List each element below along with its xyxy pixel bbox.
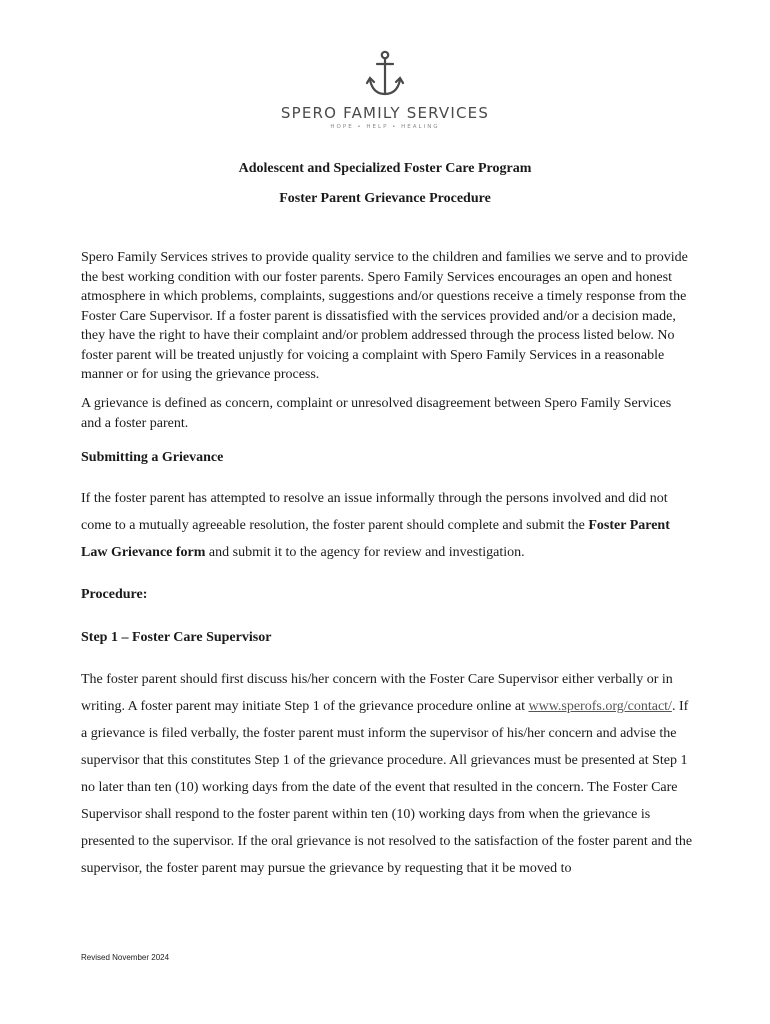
contact-link[interactable]: www.sperofs.org/contact/ [528, 699, 672, 714]
step1-text: The foster parent should first discuss his/her concern with the Foster Care Supervisor either verbally or in writing. A foster parent may initiate Step 1 of the grievance procedure online at [81, 672, 673, 714]
procedure-heading: Procedure: [81, 587, 148, 602]
intro-paragraph-1: Spero Family Services strives to provide quality service to the children and families we serve and to provide the best working condition with our foster parents. Spero Family Services encourages an open and honest atmosphere in which problems, complaints, suggestions and/or questions receive a timely response from the Foster Care Supervisor. If a foster parent is dissatisfied with the services provided and/or a decision made, they have the right to have their complaint and/or problem addressed through the process listed below. No foster parent will be treated unjustly for voicing a complaint with Spero Family Services in a reasonable manner or for using the grievance process. [81, 250, 688, 382]
step1-heading: Step 1 – Foster Care Supervisor [81, 630, 272, 645]
submitting-heading: Submitting a Grievance [81, 450, 224, 465]
submitting-text-after: and submit it to the agency for review and investigation. [205, 545, 525, 560]
logo-name: SPERO FAMILY SERVICES [280, 104, 490, 122]
submitting-text: If the foster parent has attempted to resolve an issue informally through the persons involved and did not come to a mutually agreeable resolution, the foster parent should complete and submit the [81, 491, 668, 533]
step1-paragraph [81, 666, 693, 882]
anchor-icon [365, 50, 405, 100]
procedure-title: Foster Parent Grievance Procedure [279, 191, 491, 206]
logo [0, 50, 770, 130]
program-title: Adolescent and Specialized Foster Care Program [238, 161, 532, 176]
intro-paragraph-2: A grievance is defined as concern, complaint or unresolved disagreement between Spero Family Services and a foster parent. [81, 396, 672, 431]
grievance-form-name: Foster Parent Law Grievance form [81, 518, 670, 560]
logo-tagline: HOPE • HELP • HEALING [330, 124, 440, 130]
step1-text-after: . If a grievance is filed verbally, the foster parent must inform the supervisor of his/her concern and advise the supervisor that this constitutes Step 1 of the grievance procedure. All grievances must be presented at Step 1 no later than ten (10) working days from the date of the event that resulted in the concern. The Foster Care Supervisor shall respond to the foster parent within ten (10) working days from when the grievance is presented to the supervisor. If the oral grievance is not resolved to the satisfaction of the foster parent and the supervisor, the foster parent may pursue the grievance by requesting that it be moved to [81, 699, 693, 876]
submitting-paragraph [81, 485, 693, 566]
revision-note: Revised November 2024 [81, 953, 170, 962]
